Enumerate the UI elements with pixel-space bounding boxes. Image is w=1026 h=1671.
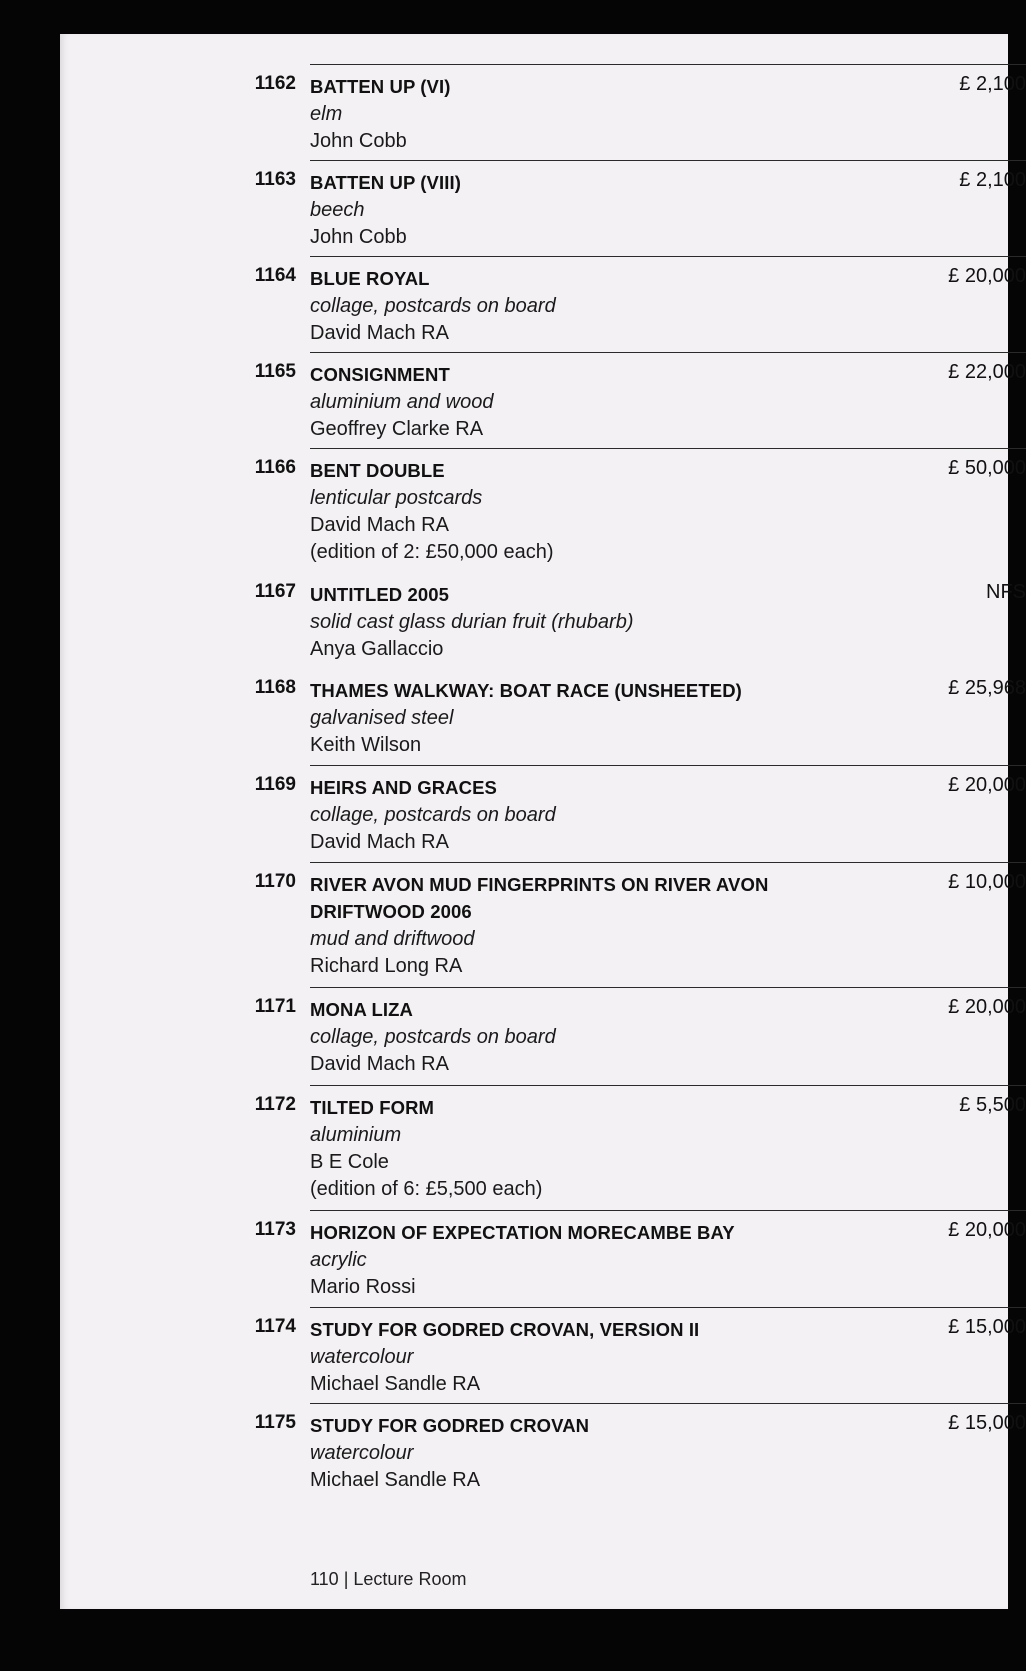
entry-title: UNTITLED 2005 xyxy=(310,584,450,605)
entry-medium: collage, postcards on board xyxy=(310,295,556,317)
entry-number: 1175 xyxy=(254,1412,296,1433)
entry-number: 1167 xyxy=(254,581,296,602)
page-footer xyxy=(310,1569,466,1590)
catalogue-entry xyxy=(254,1085,1026,1210)
entry-title: BLUE ROYAL xyxy=(310,268,430,289)
catalogue-page xyxy=(60,34,1026,1609)
entry-medium: watercolour xyxy=(310,1346,414,1368)
catalogue-entry xyxy=(254,1210,1026,1307)
entry-medium: galvanised steel xyxy=(310,707,454,729)
entry-title: HEIRS AND GRACES xyxy=(310,777,497,798)
entry-number: 1165 xyxy=(254,361,296,382)
entry-medium: lenticular postcards xyxy=(310,487,483,509)
catalogue-entry xyxy=(254,1403,1026,1500)
entry-price: £ 20,000 xyxy=(948,996,1026,1018)
entry-number: 1162 xyxy=(254,73,296,94)
entry-edition: (edition of 6: £5,500 each) xyxy=(310,1178,543,1200)
entry-title: CONSIGNMENT xyxy=(310,364,450,385)
entry-price: £ 10,000 xyxy=(948,871,1026,893)
entry-number: 1163 xyxy=(254,169,296,190)
entry-price: NFS xyxy=(986,581,1026,603)
entry-artist: B E Cole xyxy=(310,1151,389,1173)
entry-title: BATTEN UP (VIII) xyxy=(310,172,461,193)
entry-artist: John Cobb xyxy=(310,226,407,248)
entry-artist: Anya Gallaccio xyxy=(310,638,444,660)
entry-artist: Mario Rossi xyxy=(310,1276,416,1298)
catalogue-entry xyxy=(254,352,1026,449)
footer-separator: | xyxy=(343,1569,354,1589)
catalogue-entry xyxy=(254,669,1026,765)
entry-number: 1166 xyxy=(254,457,296,478)
entry-artist: Michael Sandle RA xyxy=(310,1373,481,1395)
entry-medium: mud and driftwood xyxy=(310,928,475,950)
entry-price: £ 5,500 xyxy=(959,1094,1026,1116)
entry-number: 1170 xyxy=(254,871,296,892)
entry-number: 1172 xyxy=(254,1094,296,1115)
catalogue-entry xyxy=(254,1307,1026,1404)
entry-medium: elm xyxy=(310,103,343,125)
entry-price: £ 22,000 xyxy=(948,361,1026,383)
entry-price: £ 15,000 xyxy=(948,1316,1026,1338)
entry-number: 1169 xyxy=(254,774,296,795)
entry-title: TILTED FORM xyxy=(310,1097,435,1118)
entry-artist: Geoffrey Clarke RA xyxy=(310,418,484,440)
entry-medium: beech xyxy=(310,199,365,221)
entry-medium: collage, postcards on board xyxy=(310,804,556,826)
entry-price: £ 20,000 xyxy=(948,774,1026,796)
page-number: 110 xyxy=(310,1569,339,1589)
entry-number: 1168 xyxy=(254,677,296,698)
entry-edition: (edition of 2: £50,000 each) xyxy=(310,541,554,563)
entry-number: 1174 xyxy=(254,1316,296,1337)
entry-artist: David Mach RA xyxy=(310,322,449,344)
entry-number: 1164 xyxy=(254,265,296,286)
entry-artist: David Mach RA xyxy=(310,514,449,536)
entry-medium: solid cast glass durian fruit (rhubarb) xyxy=(310,611,634,633)
entry-title: THAMES WALKWAY: BOAT RACE (UNSHEETED) xyxy=(310,680,742,701)
entry-number: 1171 xyxy=(254,996,296,1017)
entry-medium: aluminium xyxy=(310,1124,402,1146)
entry-title: RIVER AVON MUD FINGERPRINTS ON RIVER AVON xyxy=(310,874,769,895)
entry-medium: watercolour xyxy=(310,1442,414,1464)
catalogue-entry xyxy=(254,862,1026,987)
entry-title: BATTEN UP (VI) xyxy=(310,76,451,97)
entry-title: MONA LIZA xyxy=(310,999,413,1020)
entry-title: STUDY FOR GODRED CROVAN xyxy=(310,1415,590,1436)
entry-artist: Keith Wilson xyxy=(310,734,422,756)
entry-title: HORIZON OF EXPECTATION MORECAMBE BAY xyxy=(310,1222,735,1243)
entry-artist: John Cobb xyxy=(310,130,407,152)
entry-price: £ 2,100 xyxy=(959,169,1026,191)
catalogue-entry xyxy=(254,64,1026,161)
entry-artist: David Mach RA xyxy=(310,831,449,853)
entry-title-continued: DRIFTWOOD 2006 xyxy=(310,901,472,922)
entry-medium: acrylic xyxy=(310,1249,367,1271)
catalogue-entry xyxy=(254,160,1026,257)
entry-artist: Michael Sandle RA xyxy=(310,1469,481,1491)
section-name: Lecture Room xyxy=(353,1569,467,1589)
entry-price: £ 15,000 xyxy=(948,1412,1026,1434)
catalogue-entry xyxy=(254,765,1026,862)
entry-price: £ 25,968 xyxy=(948,677,1026,699)
entry-medium: collage, postcards on board xyxy=(310,1026,556,1048)
entry-price: £ 20,000 xyxy=(948,1219,1026,1241)
entry-title: STUDY FOR GODRED CROVAN, VERSION II xyxy=(310,1319,700,1340)
entry-artist: Richard Long RA xyxy=(310,955,463,977)
entry-artist: David Mach RA xyxy=(310,1053,449,1075)
entry-price: £ 2,100 xyxy=(959,73,1026,95)
entry-medium: aluminium and wood xyxy=(310,391,494,413)
entry-price: £ 50,000 xyxy=(948,457,1026,479)
catalogue-entry xyxy=(254,573,1026,669)
catalogue-entry xyxy=(254,256,1026,353)
entry-price: £ 20,000 xyxy=(948,265,1026,287)
entry-title: BENT DOUBLE xyxy=(310,460,445,481)
entry-number: 1173 xyxy=(254,1219,296,1240)
catalogue-entry xyxy=(254,987,1026,1084)
catalogue-entry xyxy=(254,448,1026,572)
